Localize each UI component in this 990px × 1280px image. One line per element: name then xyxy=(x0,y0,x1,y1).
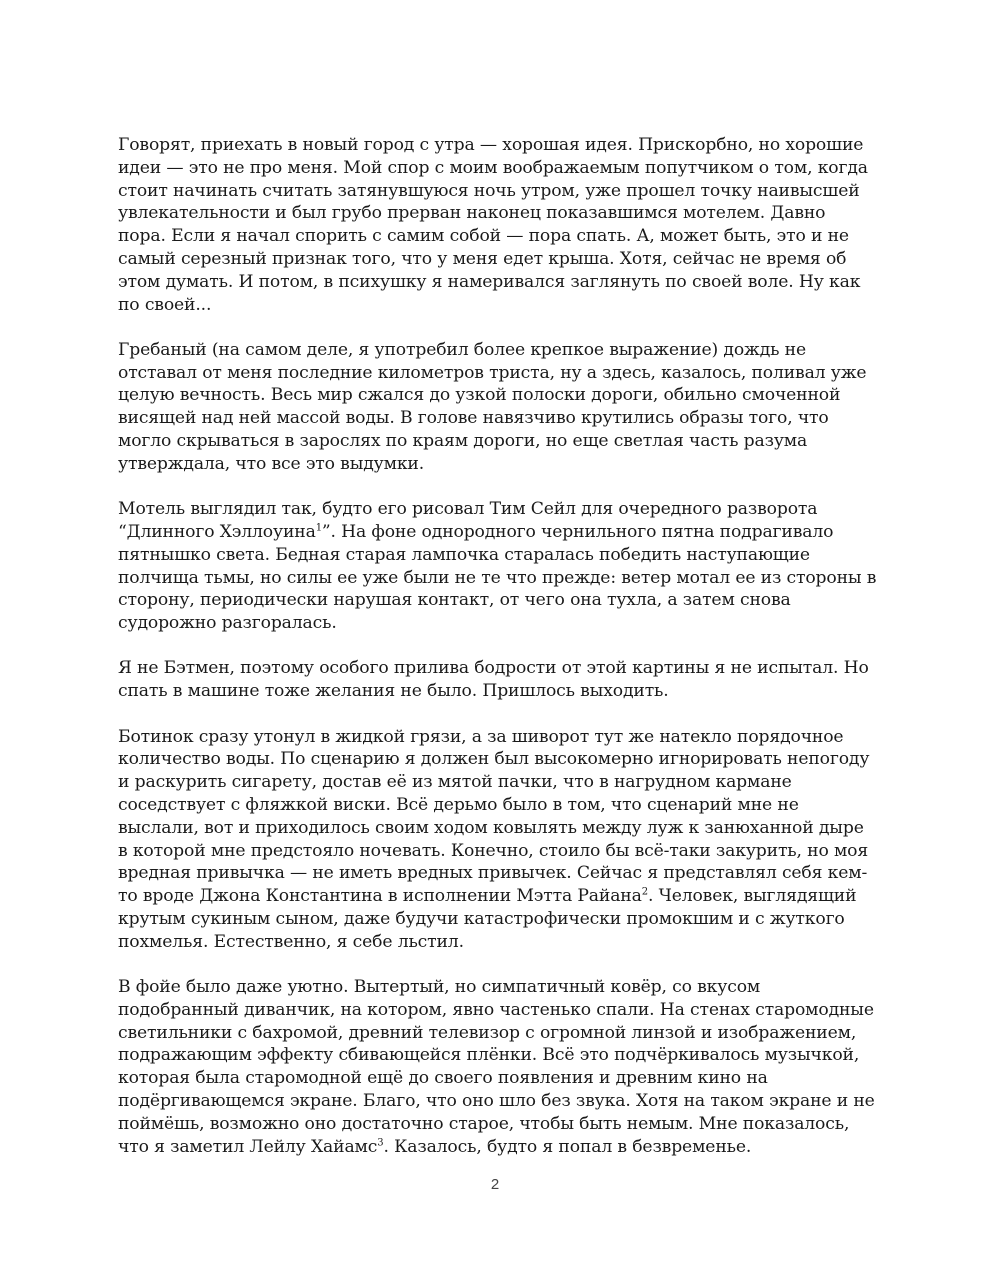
paragraph-5-text-after: . Человек, выглядящий крутым сукиным сыном, даже будучи катастрофически промокшим и с жуткого похмелья. Естественно, я себе льстил. xyxy=(118,886,857,952)
document-body xyxy=(118,134,878,1181)
paragraph-4: Я не Бэтмен, поэтому особого прилива бодрости от этой картины я не испытал. Но спать в машине тоже желания не было. Пришлось выходить. xyxy=(118,658,869,702)
footnote-ref-2[interactable]: 2 xyxy=(641,886,648,898)
page-number: 2 xyxy=(490,1176,500,1193)
paragraph-5 xyxy=(118,726,878,954)
paragraph-6-text-after: . Казалось, будто я попал в безвременье. xyxy=(383,1136,752,1157)
paragraph-6 xyxy=(118,976,878,1158)
paragraph-2: Гребаный (на самом деле, я употребил более крепкое выражение) дождь не отставал от меня последние километров триста, ну а здесь, казалось, поливал уже целую вечность. Весь мир сжался до узкой полоски дороги, обильно смоченной висящей над ней массой воды. В голове навязчиво крутились образы того, что могло скрываться в зарослях по краям дороги, но еще светлая часть разума утверждала, что все это выдумки. xyxy=(118,339,867,474)
paragraph-6-text-before: В фойе было даже уютно. Вытертый, но симпатичный ковёр, со вкусом подобранный диванчик, на котором, явно частенько спали. На стенах старомодные светильники с бахромой, древний телевизор с огромной линзой и изображением, подражающим эффекту сбивающейся плёнки. Всё это подчёркивалось музычкой, которая была старомодной ещё до своего появления и древним кино на подёргивающемся экране. Благо, что оно шло без звука. Хотя на таком экране и не поймёшь, возможно оно достаточно старое, чтобы быть немым. Мне показалось, что я заметил Лейлу Хайамс xyxy=(118,977,875,1157)
paragraph-3 xyxy=(118,498,878,635)
paragraph-3-text-before: Мотель выглядил так, будто его рисовал Тим Сейл для очередного разворота “Длинного Хэллоуина xyxy=(118,499,818,542)
paragraph-5-text-before: Ботинок сразу утонул в жидкой грязи, а за шиворот тут же натекло порядочное количество воды. По сценарию я должен был высокомерно игнорировать непогоду и раскурить сигарету, достав её из мятой пачки, что в нагрудном кармане соседствует с фляжкой виски. Всё дерьмо было в том, что сценарий мне не выслали, вот и приходилось своим ходом ковылять между луж к занюханной дыре в которой мне предстояло ночевать. Конечно, стоило бы всё-таки закурить, но моя вредная привычка — не иметь вредных привычек. Сейчас я представлял себя кем-то вроде Джона Константина в исполнении Мэтта Райана xyxy=(118,726,870,907)
paragraph-1: Говорят, приехать в новый город с утра — хорошая идея. Прискорбно, но хорошие идеи — это не про меня. Мой спор с моим воображаемым попутчиком о том, когда стоит начинать считать затянувшуюся ночь утром, уже прошел точку наивысшей увлекательности и был грубо прерван наконец показавшимся мотелем. Давно пора. Если я начал спорить с самим собой — пора спать. А, может быть, это и не самый серезный признак того, что у меня едет крыша. Хотя, сейчас не время об этом думать. И потом, в психушку я намеривался заглянуть по своей воле. Ну как по своей... xyxy=(118,135,868,315)
footnote-ref-1[interactable]: 1 xyxy=(315,522,322,534)
footnote-ref-3[interactable]: 3 xyxy=(377,1136,384,1148)
paragraph-3-text-after: ”. На фоне однородного чернильного пятна подрагивало пятнышко света. Бедная старая лампочка старалась победить наступающие полчища тьмы, но силы ее уже были не те что прежде: ветер мотал ее из стороны в сторону, периодически нарушая контакт, от чего она тухла, а затем снова судорожно разгоралась. xyxy=(118,521,877,634)
